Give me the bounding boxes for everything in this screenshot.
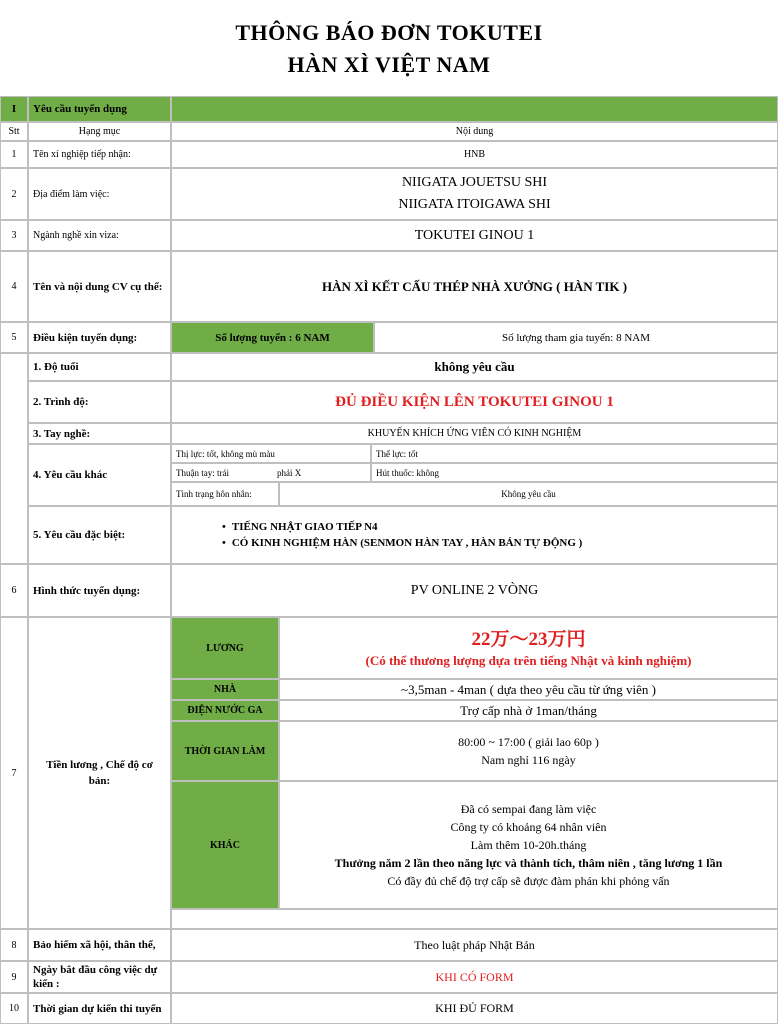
row-5-label: Điều kiện tuyển dụng:: [28, 322, 171, 353]
utilities-label: ĐIỆN NƯỚC GA: [171, 700, 279, 721]
row-8-label: Bảo hiểm xã hội, thân thể,: [28, 929, 171, 961]
row-2-label: Địa điểm làm việc:: [28, 168, 171, 220]
education-label: 2. Trình độ:: [28, 381, 171, 423]
row-1-value: HNB: [171, 141, 778, 168]
days-off: Nam nghỉ 116 ngày: [481, 753, 576, 767]
benefit-line: Công ty có khoảng 64 nhân viên: [450, 820, 607, 834]
recruit-count: Số lượng tuyển : 6 NAM: [171, 322, 374, 353]
special-requirements-value: [171, 506, 778, 564]
applicant-count: Số lượng tham gia tuyển: 8 NAM: [374, 322, 778, 353]
special-requirements-list: [172, 519, 582, 551]
handedness-left: Thuận tay: trái: [176, 467, 229, 478]
row-3-label: Ngành nghề xin viza:: [28, 220, 171, 251]
benefit-line: Làm thêm 10-20h.tháng: [470, 838, 587, 852]
handedness-requirement: [171, 463, 371, 482]
row-3-value: TOKUTEI GINOU 1: [171, 220, 778, 251]
header-stt: Stt: [0, 122, 28, 141]
salary-value-cell: [279, 617, 778, 679]
row-4-value: HÀN XÌ KẾT CẤU THÉP NHÀ XƯỞNG ( HÀN TIK ): [171, 251, 778, 322]
working-time-value: [279, 721, 778, 781]
housing-value: ~3,5man - 4man ( dựa theo yêu cầu từ ứng viên ): [279, 679, 778, 700]
row-5-number: 5: [0, 322, 28, 353]
row-8-number: 8: [0, 929, 28, 961]
row-6-label: Hình thức tuyển dụng:: [28, 564, 171, 617]
row-6-number: 6: [0, 564, 28, 617]
row-4-number: 4: [0, 251, 28, 322]
section-label: Yêu cầu tuyển dụng: [28, 96, 171, 122]
row-9-label: Ngày bắt đầu công việc dự kiến :: [28, 961, 171, 993]
row-6-value: PV ONLINE 2 VÒNG: [171, 564, 778, 617]
header-content: Nội dung: [171, 122, 778, 141]
row-8-value: Theo luật pháp Nhật Bản: [171, 929, 778, 961]
benefit-line: Đã có sempai đang làm việc: [460, 802, 597, 816]
other-benefits-label: KHÁC: [171, 781, 279, 909]
utilities-value: Trợ cấp nhà ở 1man/tháng: [279, 700, 778, 721]
age-label: 1. Độ tuổi: [28, 353, 171, 381]
row-1-label: Tên xí nghiệp tiếp nhận:: [28, 141, 171, 168]
row-1-number: 1: [0, 141, 28, 168]
row-3-number: 3: [0, 220, 28, 251]
working-time-label: THỜI GIAN LÀM: [171, 721, 279, 781]
row-2-number: 2: [0, 168, 28, 220]
row-10-number: 10: [0, 993, 28, 1024]
working-hours: 80:00 ~ 17:00 ( giải lao 60p ): [458, 735, 599, 749]
section-header-bar: [171, 96, 778, 122]
header-item: Hạng mục: [28, 122, 171, 141]
salary-note: (Có thể thương lượng dựa trên tiếng Nhật và kinh nghiệm): [365, 653, 692, 668]
work-location-1: NIIGATA JOUETSU SHI: [401, 175, 548, 190]
row-7-blank: [171, 909, 778, 929]
smoking-requirement: Hút thuốc: không: [371, 463, 778, 482]
special-requirement-item: • TIẾNG NHẬT GIAO TIẾP N4: [222, 519, 582, 535]
handedness-right: phải X: [276, 467, 302, 478]
benefit-line: Có đầy đủ chế độ trợ cấp sẽ được đàm phán khi phỏng vấn: [387, 874, 670, 888]
benefit-line: Thưởng năm 2 lần theo năng lực và thành tích, thâm niên , tăng lương 1 lần: [334, 856, 723, 870]
physical-requirement: Thể lực: tốt: [371, 444, 778, 463]
age-value: không yêu cầu: [171, 353, 778, 381]
skill-value: KHUYẾN KHÍCH ỨNG VIÊN CÓ KINH NGHIỆM: [171, 423, 778, 444]
page-title-line-2: HÀN XÌ VIỆT NAM: [287, 52, 491, 77]
housing-label: NHÀ: [171, 679, 279, 700]
row-9-number: 9: [0, 961, 28, 993]
skill-label: 3. Tay nghề:: [28, 423, 171, 444]
row-10-value: KHI ĐỦ FORM: [171, 993, 778, 1024]
eyesight-requirement: Thị lực: tốt, không mù màu: [171, 444, 371, 463]
marital-status-label: Tình trạng hôn nhân:: [171, 482, 279, 506]
row-7-label: Tiền lương , Chế độ cơ bản:: [28, 617, 171, 929]
education-value: ĐỦ ĐIỀU KIỆN LÊN TOKUTEI GINOU 1: [171, 381, 778, 423]
requirements-number-cell: [0, 353, 28, 564]
row-7-number: 7: [0, 617, 28, 929]
page-title-line-1: THÔNG BÁO ĐƠN TOKUTEI: [235, 20, 543, 45]
section-number: I: [0, 96, 28, 122]
row-2-value: [171, 168, 778, 220]
other-benefits-value: [279, 781, 778, 909]
marital-status-value: Không yêu cầu: [279, 482, 778, 506]
salary-value: 22万～23万円: [471, 629, 586, 650]
row-9-value: KHI CÓ FORM: [171, 961, 778, 993]
row-4-label: Tên và nội dung CV cụ thể:: [28, 251, 171, 322]
work-location-2: NIIGATA ITOIGAWA SHI: [398, 197, 551, 212]
special-requirement-item: • CÓ KINH NGHIỆM HÀN (SENMON HÀN TAY , HÀN BÁN TỰ ĐỘNG ): [222, 535, 582, 551]
special-requirements-label: 5. Yêu cầu đặc biệt:: [28, 506, 171, 564]
other-requirements-label: 4. Yêu cầu khác: [28, 444, 171, 506]
salary-label: LƯƠNG: [171, 617, 279, 679]
row-10-label: Thời gian dự kiến thi tuyển: [28, 993, 171, 1024]
